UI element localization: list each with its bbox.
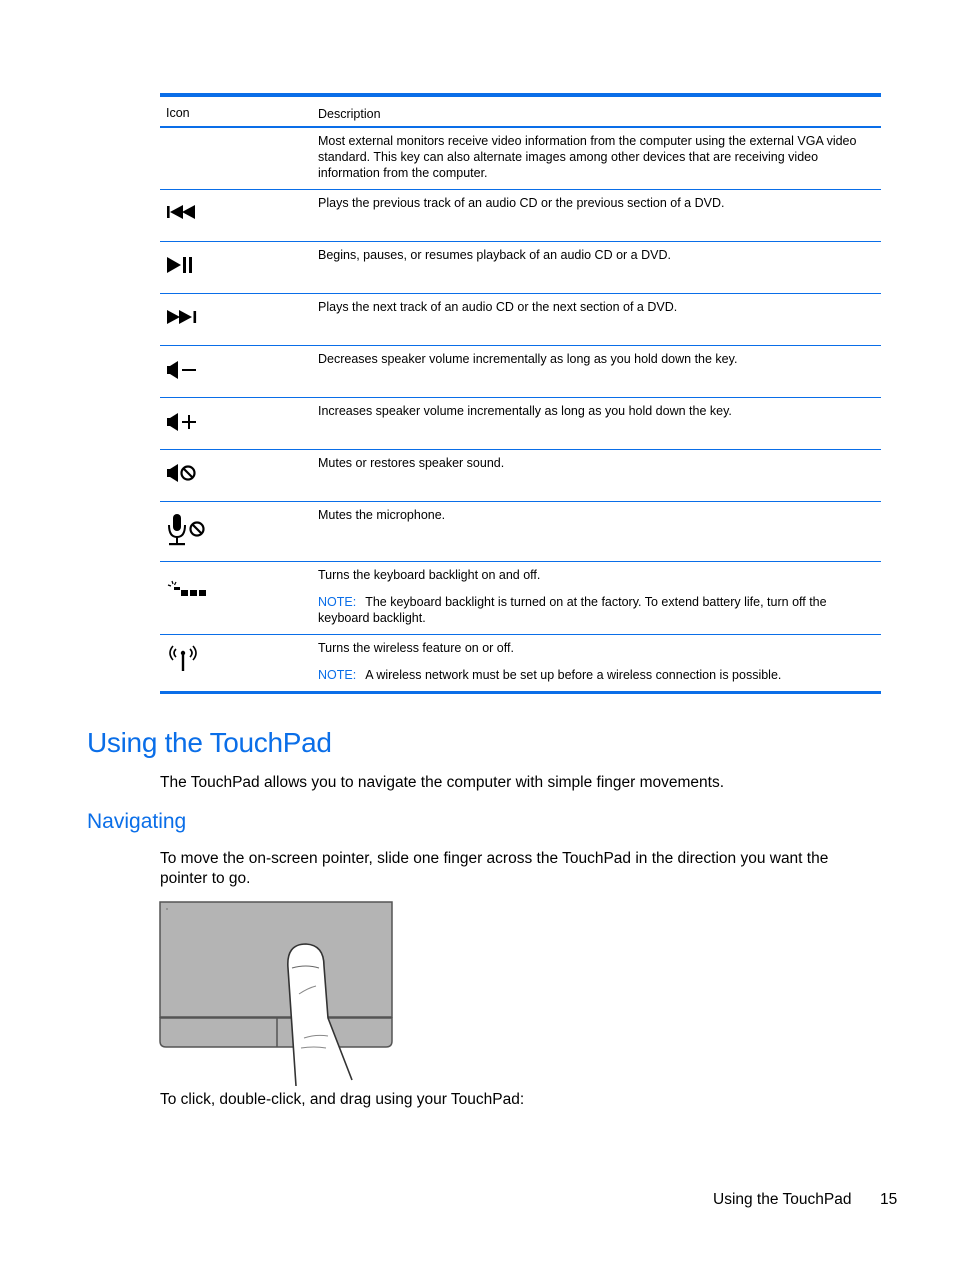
action-key-table (160, 93, 881, 694)
note-text: A wireless network must be set up before a wireless connection is possible. (365, 668, 782, 682)
row-description: Mutes the microphone. (318, 508, 446, 522)
description-column-header: Description (318, 107, 381, 121)
section-intro: The TouchPad allows you to navigate the computer with simple finger movements. (160, 774, 725, 791)
touchpad-instructions: To click, double-click, and drag using your TouchPad: (160, 1091, 525, 1108)
keyboard-backlight-icon (166, 580, 306, 598)
note-text: The keyboard backlight is turned on at the factory. To extend battery life, turn off the keyboard backlight. (318, 595, 827, 625)
row-description: Plays the next track of an audio CD or the next section of a DVD. (318, 300, 678, 314)
row-description: Turns the wireless feature on or off. (318, 641, 514, 655)
note (318, 594, 874, 626)
volume-up-icon (166, 412, 306, 432)
row-description: Turns the keyboard backlight on and off. (318, 568, 541, 582)
wireless-icon (166, 643, 306, 673)
subsection-text: To move the on-screen pointer, slide one finger across the TouchPad in the direction you want the pointer to go. (160, 850, 829, 887)
row-description: Most external monitors receive video information from the computer using the external VGA video standard. This key can also alternate images among other devices that are receiving video information from the computer. (318, 134, 857, 180)
subsection-title: Navigating (87, 810, 187, 833)
touchpad-illustration (158, 898, 398, 1095)
table-row (160, 190, 881, 242)
volume-down-icon (166, 360, 306, 380)
microphone-mute-icon (166, 513, 306, 547)
section-title: Using the TouchPad (87, 727, 332, 758)
previous-track-icon (166, 204, 306, 220)
table-row (160, 242, 881, 294)
table-header (160, 97, 881, 128)
speaker-mute-icon (166, 463, 306, 483)
table-row (160, 562, 881, 635)
table-row (160, 128, 881, 190)
play-pause-icon (166, 256, 306, 274)
note (318, 667, 874, 683)
row-description: Plays the previous track of an audio CD or the previous section of a DVD. (318, 196, 725, 210)
table-row (160, 450, 881, 502)
next-track-icon (166, 309, 306, 325)
table-row (160, 635, 881, 691)
icon-column-header: Icon (166, 106, 190, 120)
row-description: Decreases speaker volume incrementally as long as you hold down the key. (318, 352, 738, 366)
page-number: 15 (880, 1191, 898, 1208)
table-row (160, 502, 881, 562)
footer-section-name: Using the TouchPad (713, 1191, 852, 1208)
row-description: Mutes or restores speaker sound. (318, 456, 505, 470)
table-row (160, 294, 881, 346)
note-label: NOTE: (318, 595, 357, 609)
note-label: NOTE: (318, 668, 357, 682)
table-row (160, 398, 881, 450)
row-description: Begins, pauses, or resumes playback of an audio CD or a DVD. (318, 248, 671, 262)
row-description: Increases speaker volume incrementally as long as you hold down the key. (318, 404, 732, 418)
table-row (160, 346, 881, 398)
